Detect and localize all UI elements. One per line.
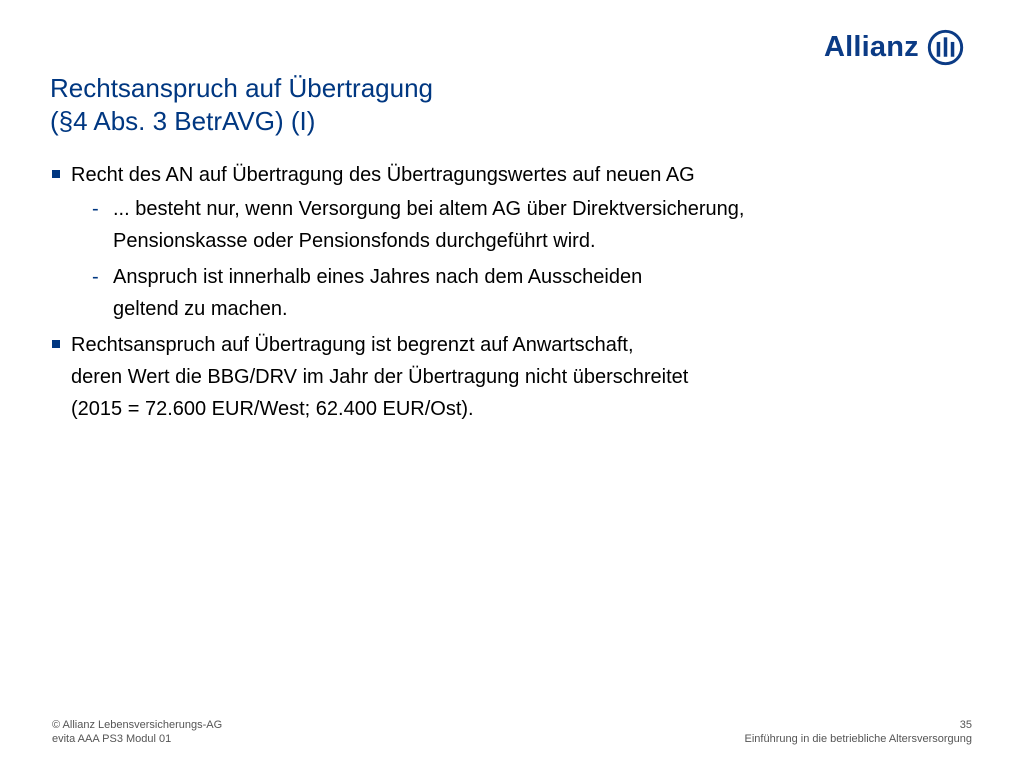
dash-bullet-icon: - — [92, 266, 99, 288]
page-number: 35 — [959, 719, 972, 731]
footer-copyright: © Allianz Lebensversicherungs-AG — [52, 719, 223, 731]
footer-topic: Einführung in die betriebliche Altersversorgung — [744, 733, 972, 745]
sub-bullet-text-line: ... besteht nur, wenn Versorgung bei altem AG über Direktversicherung, — [113, 198, 745, 220]
sub-bullet-text-line: Pensionskasse oder Pensionsfonds durchgeführt wird. — [113, 230, 596, 252]
title-line-1: Rechtsanspruch auf Übertragung — [50, 73, 434, 103]
bullet-text-line: Rechtsanspruch auf Übertragung ist begrenzt auf Anwartschaft, — [71, 334, 634, 356]
title-line-2: (§4 Abs. 3 BetrAVG) (I) — [50, 106, 316, 136]
logo-wordmark: Allianz — [824, 31, 919, 63]
bullet-item — [50, 329, 950, 425]
footer-left — [52, 718, 222, 746]
dash-bullet-icon: - — [92, 198, 99, 220]
sub-bullet-text-line: Anspruch ist innerhalb eines Jahres nach dem Ausscheiden — [113, 266, 643, 288]
sub-bullet-item — [71, 193, 950, 257]
square-bullet-icon — [52, 340, 60, 348]
bullet-item — [50, 159, 950, 325]
footer-right — [745, 718, 972, 746]
slide-title — [50, 72, 433, 138]
sub-bullet-item — [71, 261, 950, 325]
bullet-text-line: (2015 = 72.600 EUR/West; 62.400 EUR/Ost). — [71, 398, 474, 420]
content-body — [50, 159, 950, 428]
bullet-text-line: deren Wert die BBG/DRV im Jahr der Übertragung nicht überschreitet — [71, 366, 689, 388]
allianz-eagle-pillars-icon — [927, 29, 964, 66]
bullet-text-line: Recht des AN auf Übertragung des Übertragungswertes auf neuen AG — [71, 164, 695, 186]
allianz-logo — [824, 29, 964, 66]
sub-bullet-text-line: geltend zu machen. — [113, 298, 288, 320]
square-bullet-icon — [52, 170, 60, 178]
footer-module: evita AAA PS3 Modul 01 — [52, 733, 172, 745]
